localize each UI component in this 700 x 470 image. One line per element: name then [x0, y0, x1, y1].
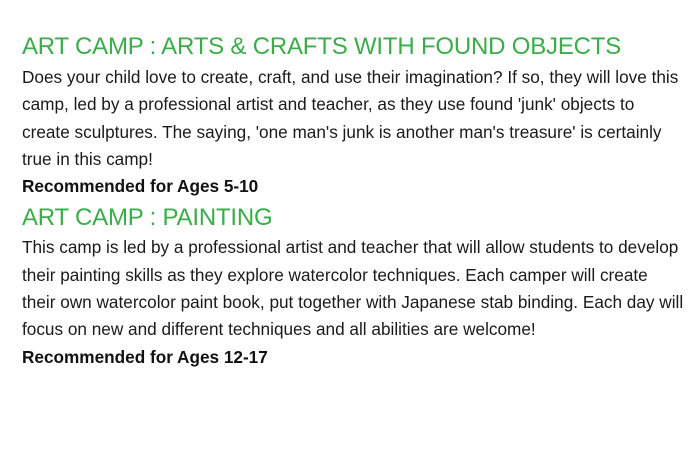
camp-recommended-ages: Recommended for Ages 12-17	[22, 346, 268, 367]
camp-section-painting	[22, 202, 684, 370]
camp-title: ART CAMP : ARTS & CRAFTS WITH FOUND OBJECTS	[22, 33, 622, 60]
camp-recommended-ages: Recommended for Ages 5-10	[22, 176, 259, 197]
camp-section-arts-crafts	[22, 30, 684, 200]
camp-description: Does your child love to create, craft, and use their imagination? If so, they will love this camp, led by a professional artist and teacher, as they use found 'junk' objects to create sculptures. The saying, 'one man's junk is another man's treasure' is certainly true in this camp!	[22, 67, 679, 169]
camp-description: This camp is led by a professional artist and teacher that will allow students to develop their painting skills as they explore watercolor techniques. Each camper will create their own watercolor paint book, put together with Japanese stab binding. Each day will focus on new and different techniques and all abilities are welcome!	[22, 237, 684, 340]
camp-title: ART CAMP : PAINTING	[22, 204, 273, 232]
camp-listing	[22, 30, 684, 371]
